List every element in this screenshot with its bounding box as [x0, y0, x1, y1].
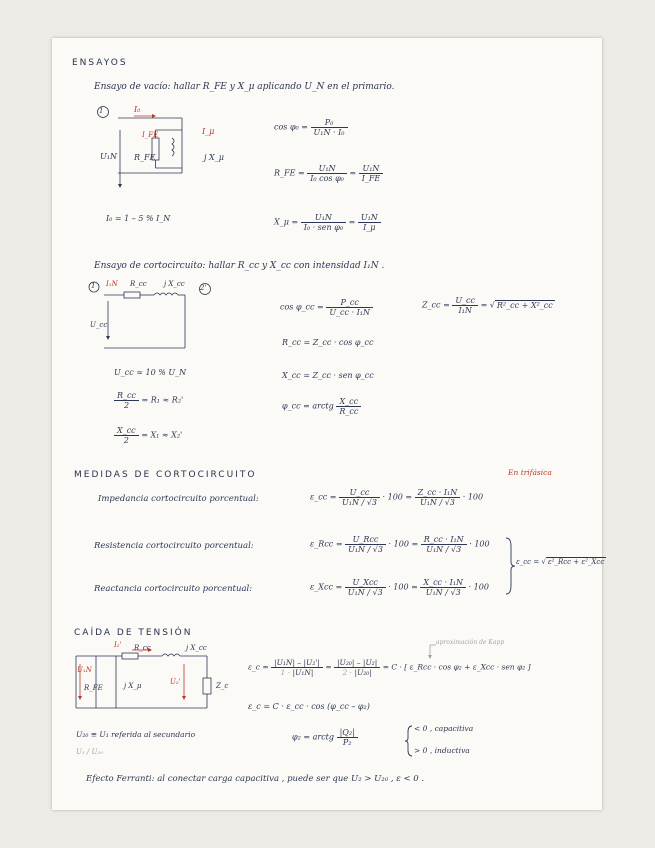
kapp-note: aproximación de Kapp	[436, 639, 505, 646]
phi2-capacitiva: < 0 , capacitiva	[414, 724, 474, 733]
brace-eq: ε_cc = √ ε²_Rcc + ε²_Xcc	[516, 558, 605, 566]
vacio-xmu-eq: X_μ = $\frac{\text{U₁N}}{\text{I₀ · sen φ₀}}$ = $\frac{\text{U₁N}}{I\_\mu}$	[274, 213, 381, 232]
imp-label: Impedancia cortocircuito porcentual:	[98, 494, 259, 504]
section-heading-ensayos: ENSAYOS	[72, 58, 128, 68]
phi2-brace	[52, 38, 602, 778]
trifasica-note: En trifásica	[508, 468, 552, 477]
cc-cos-eq: cos φ_cc = $\frac{P\_cc}{\text{U\_cc · I₁N}}$	[280, 298, 373, 317]
notebook-page	[52, 38, 605, 810]
res-label: Resistencia cortocircuito porcentual:	[94, 541, 254, 551]
label-rcc-2: R_cc	[134, 644, 151, 652]
imp-eq: ε_cc = $\frac{U\_cc}{\text{U₁N / √3}}$ · 100 = $\frac{\text{Z\_cc · I₁N}}{\text{U₁N / √3}}$ · 100	[310, 488, 484, 507]
cc-x-eq: X_cc = Z_cc · sen φ_cc	[282, 371, 374, 380]
label-rfe-2: R_FE	[84, 684, 103, 692]
cc-z-eq: Z_cc = $\frac{U\_cc}{\text{I₁N}}$ = √ R²_cc + X²_cc	[422, 296, 553, 315]
label-u1n-2: U₁N	[77, 666, 92, 674]
label-rcc: R_cc	[130, 280, 147, 288]
ferranti-note: Efecto Ferranti: al conectar carga capacitiva , puede ser que U₂ > U₂₀ , ε < 0 .	[86, 774, 425, 784]
ucc-approx: U_cc ≈ 10 % U_N	[114, 368, 187, 377]
phi2-eq: φ₂ = arctg $\frac{\text{|Q₂|}}{\text{P₂}}$	[292, 728, 358, 747]
x-split-eq: $\frac{X\_cc}{2}$ = X₁ ≈ X₂'	[114, 426, 182, 445]
label-imu: I_μ	[202, 127, 215, 136]
label-ucc: U_cc	[90, 321, 108, 329]
vacio-title: Ensayo de vacío: hallar R_FE y X_μ aplicando U_N en el primario.	[94, 82, 395, 92]
section-heading-medidas: MEDIDAS DE CORTOCIRCUITO	[74, 470, 257, 480]
cc-r-eq: R_cc = Z_cc · cos φ_cc	[282, 338, 374, 347]
r-split-eq: $\frac{R\_cc}{2}$ = R₁ ≈ R₂'	[114, 391, 183, 410]
label-i2: I₂'	[114, 641, 122, 649]
circuit-number-1: 1	[99, 107, 104, 115]
label-jxcc-2: j X_cc	[186, 644, 207, 652]
vacio-cos-eq: cos φ₀ = $\frac{\text{P₀}}{\text{U₁N · I₀}}$	[274, 118, 348, 137]
res-eq: ε_Rcc = $\frac{\text{U\_Rcc}}{\text{U₁N / √3}}$ · 100 = $\frac{\text{R\_cc · I₁N}}{\text{U₁N / √3}}$ · 100	[310, 535, 490, 554]
label-jxmu-2: j X_μ	[124, 682, 142, 690]
rea-eq: ε_Xcc = $\frac{\text{U\_Xcc}}{\text{U₁N / √3}}$ · 100 = $\frac{\text{X\_cc · I₁N}}{\text{U₁N / √3}}$ · 100	[310, 578, 489, 597]
u20-grey-note: U₁ / U₂₀	[76, 748, 104, 756]
label-jxcc: j X_cc	[164, 280, 185, 288]
label-ife: I_FE	[142, 131, 159, 139]
section-heading-caida: CAÍDA DE TENSIÓN	[74, 628, 193, 638]
circuit-node-2prime: 2'	[200, 284, 207, 292]
caida-ec-eq: ε_c = $\frac{\text{|U₁N| – |U₂'|}}{\text{1 · |U₁N|}}$ = $\frac{\text{|U₂₀| – |U₂|}}{\text{2 · |U₂₀|}}$ = C · [ ε_Rcc · cos φ₂ + ε_Xcc · sen φ₂ ]	[248, 658, 531, 677]
label-u2: U₂'	[170, 678, 181, 686]
rea-label: Reactancia cortocircuito porcentual:	[94, 584, 253, 594]
label-i1n: I₁N	[106, 280, 118, 288]
circuit-node-1: 1	[91, 282, 96, 290]
label-jxmu: j X_μ	[204, 153, 224, 162]
cc-phi-eq: φ_cc = arctg $\frac{X\_cc}{R\_cc}$	[282, 397, 361, 416]
u20-def: U₂₀ ≡ U₁ referida al secundario	[76, 730, 196, 739]
phi2-inductiva: > 0 , inductiva	[414, 746, 470, 755]
cc-title: Ensayo de cortocircuito: hallar R_cc y X_cc con intensidad I₁N .	[94, 261, 385, 271]
label-zc: Z_c	[216, 682, 229, 690]
caida-ec2-eq: ε_c = C · ε_cc · cos (φ_cc – φ₂)	[248, 702, 370, 711]
label-u1n: U₁N	[100, 152, 117, 161]
label-rfe: R_FE	[134, 153, 156, 162]
label-i0: I₀	[134, 105, 141, 114]
i0-range: I₀ = 1 – 5 % I_N	[106, 214, 171, 223]
vacio-rfe-eq: R_FE = $\frac{\text{U₁N}}{\text{I₀ cos φ₀}}$ = $\frac{\text{U₁N}}{I\_FE}$	[274, 164, 383, 183]
